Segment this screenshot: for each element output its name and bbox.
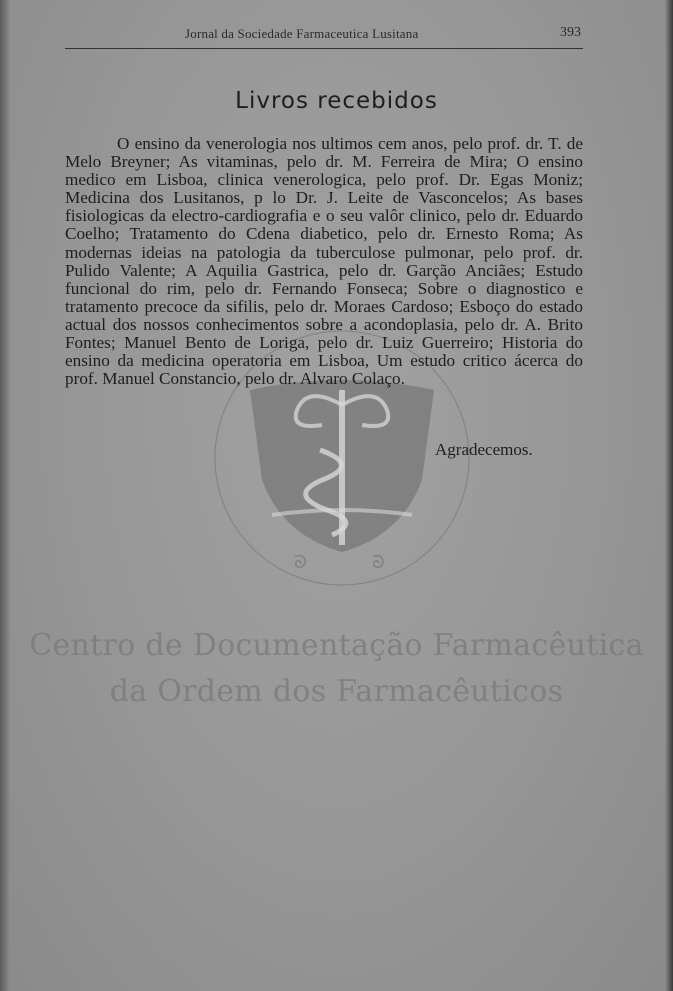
svg-text:ᘐ: ᘐ [294, 552, 307, 573]
page-number: 393 [560, 25, 581, 40]
books-received-paragraph: O ensino da venerologia nos ultimos cem anos, pelo prof. dr. T. de Melo Breyner; As vitaminas, pelo dr. M. Ferreira de Mira; O ensino medico em Lisboa, clinica venerologica, pelo prof. Dr. Egas Moniz; Medicina dos Lusitanos, p lo Dr. J. Leite de Vasconcelos; As bases fisiologicas da electro-cardiografia e o seu valôr clinico, pelo dr. Eduardo Coelho; Tratamento do Cdena diabetico, pelo dr. Ernesto Roma; As modernas ideias na patologia da tuberculose pulmonar, pelo prof. dr. Pulido Valente; A Aquilia Gastrica, pelo dr. Garção Anciães; Estudo funcional do rim, pelo dr. Fernando Fonseca; Sobre o diagnostico e tratamento precoce da sifilis, pelo dr. Moraes Cardoso; Esboço do estado actual dos nossos conhecimentos sobre a acondoplasia, pelo dr. A. Brito Fontes; Manuel Bento de Loriga, pelo dr. Luiz Guerreiro; Historia do ensino da medicina operatoria em Lisboa, Um estudo critico ácerca do prof. Manuel Constancio, pelo dr. Alvaro Colaço. [65, 134, 583, 389]
journal-title: Jornal da Sociedade Farmaceutica Lusitana [185, 26, 419, 41]
section-title: Livros recebidos [235, 88, 438, 114]
page-edge-left [0, 0, 10, 991]
closing-text: Agradecemos. [435, 440, 533, 459]
watermark-line-2: da Ordem dos Farmacêuticos [109, 674, 564, 709]
page-edge-right [665, 0, 673, 991]
watermark-line-1: Centro de Documentação Farmacêutica [29, 628, 644, 663]
running-header [65, 22, 583, 49]
svg-text:ᘐ: ᘐ [372, 552, 385, 573]
